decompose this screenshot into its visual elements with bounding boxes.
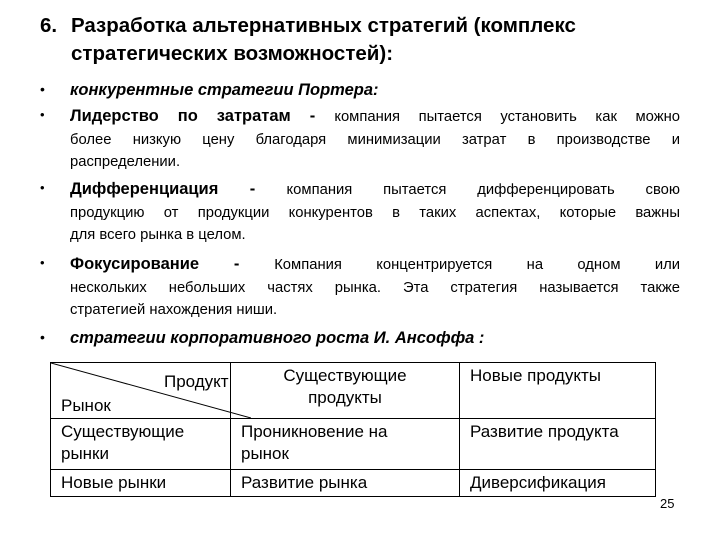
corner-market-label: Рынок: [61, 396, 111, 415]
bullet: •: [40, 329, 45, 345]
row-label-existing-markets: Существующие рынки: [51, 419, 231, 470]
term-cost-leadership: Лидерство по затратам: [70, 107, 291, 125]
header-new-products: Новые продукты: [460, 363, 656, 419]
desc-line: нескольких небольших частях рынка. Эта стратегия называется также: [70, 279, 680, 296]
corner-product-label: Продукт: [164, 372, 229, 391]
desc-line: компания пытается дифференцировать свою: [286, 182, 680, 198]
bullet: •: [40, 255, 45, 270]
desc-line: компания пытается установить как можно: [334, 109, 681, 125]
desc-line: Компания концентрируется на одном или: [274, 257, 680, 273]
desc-line: стратегией нахождения ниши.: [70, 302, 278, 318]
bullet: •: [40, 81, 45, 97]
cell-market-penetration: Проникновение на рынок: [231, 419, 460, 470]
title-number: 6.: [40, 14, 58, 37]
term-differentiation: Дифференциация: [70, 180, 219, 198]
header-existing-products: Существующие продукты: [231, 363, 460, 419]
desc-line: для всего рынка в целом.: [70, 227, 246, 243]
cell-market-development: Развитие рынка: [231, 470, 460, 497]
table-row: [51, 419, 656, 470]
desc-line: продукцию от продукции конкурентов в таких аспектах, которые важны: [70, 204, 680, 221]
desc-line: распределении.: [70, 154, 181, 170]
row-label-new-markets: Новые рынки: [51, 470, 231, 497]
table-row: [51, 470, 656, 497]
section-heading-porter: конкурентные стратегии Портера:: [70, 81, 379, 99]
slide-title: [40, 12, 690, 68]
title-line-1: Разработка альтернативных стратегий (комплекс: [71, 14, 576, 37]
desc-line: более низкую цену благодаря минимизации затрат в производстве и: [70, 131, 680, 148]
cell-product-development: Развитие продукта: [460, 419, 656, 470]
table-row: [51, 363, 656, 419]
term-focus: Фокусирование: [70, 255, 200, 273]
page-number: 25: [660, 496, 675, 511]
ansoff-matrix: [50, 362, 656, 497]
bullet: •: [40, 107, 45, 122]
bullet: •: [40, 180, 45, 195]
section-heading-ansoff: стратегии корпоративного роста И. Ансоффа :: [70, 329, 485, 347]
title-line-2: стратегических возможностей):: [71, 42, 394, 65]
cell-diversification: Диверсификация: [460, 470, 656, 497]
corner-cell: [51, 363, 231, 419]
